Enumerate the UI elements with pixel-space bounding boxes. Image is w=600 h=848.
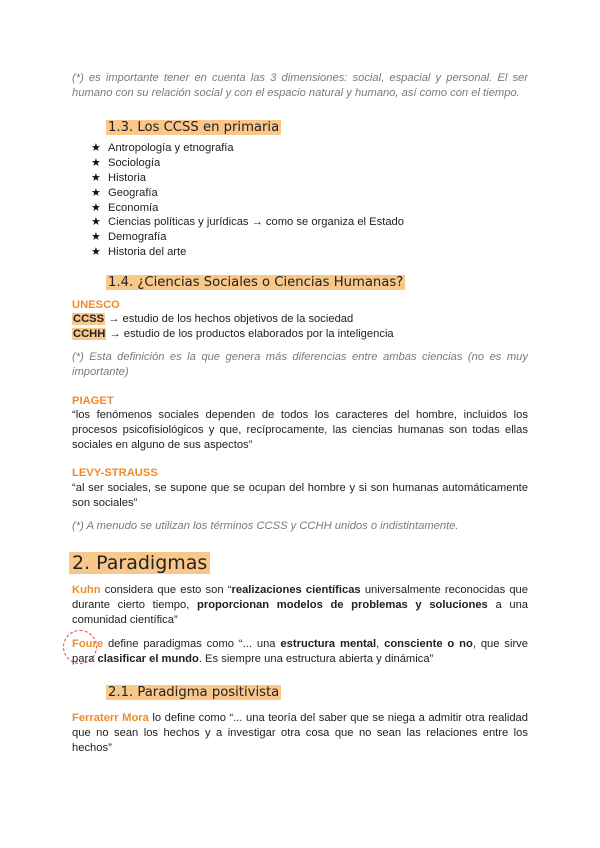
ferraterr-mora-paragraph: Ferraterr Mora lo define como “... una teoría del saber que se niega a admitir otra realidad que no sean los hechos y a investigar otra cosa que no sean las relaciones entre los hechos” bbox=[72, 712, 529, 754]
levi-strauss-quote: “al ser sociales, se supone que se ocupan del hombre y si son humanas automáticamente son sociales” bbox=[72, 482, 528, 509]
section-2-1-heading bbox=[106, 684, 281, 702]
ferraterr-mora-name: Ferraterr Mora bbox=[72, 712, 149, 724]
star-bullet-icon: ★ bbox=[91, 216, 101, 229]
piaget-quote: “los fenómenos sociales dependen de todos los caracteres del hombre, incluidos los procesos psicofisiológicos y que, recíprocamente, las ciencias humanas son todas ellas sociales en alguno de sus aspectos” bbox=[72, 409, 528, 451]
intro-note: (*) es importante tener en cuenta las 3 dimensiones: social, espacial y personal. El ser humano con su relación social y con el espacio natural y humano, así como con el tiempo. bbox=[72, 72, 528, 99]
list-item: ★ Historia del arte bbox=[91, 246, 187, 259]
section-1-4-title: 1.4. ¿Ciencias Sociales o Ciencias Humanas? bbox=[108, 275, 404, 290]
unesco-note: (*) Esta definición es la que genera más diferencias entre ambas ciencias (no es muy importante) bbox=[72, 351, 528, 378]
list-item: ★ Geografía bbox=[91, 186, 158, 199]
kuhn-paragraph: Kuhn considera que esto son “realizaciones científicas universalmente reconocidas que durante cierto tiempo, proporcionan modelos de problemas y soluciones a una comunidad científica” bbox=[72, 584, 529, 626]
ccss-cchh-note: (*) A menudo se utilizan los términos CCSS y CCHH unidos o indistintamente. bbox=[72, 520, 459, 532]
star-bullet-icon: ★ bbox=[91, 246, 101, 259]
ccss-subject-list bbox=[91, 141, 531, 260]
section-2-heading bbox=[69, 551, 210, 575]
section-1-3-title: 1.3. Los CCSS en primaria bbox=[108, 120, 280, 135]
star-bullet-icon: ★ bbox=[91, 231, 101, 244]
ccss-definition: CCSS → estudio de los hechos objetivos de la sociedad bbox=[73, 313, 354, 325]
star-bullet-icon: ★ bbox=[91, 156, 101, 169]
section-2-1-title: 2.1. Paradigma positivista bbox=[108, 685, 280, 700]
list-item: ★ Demografía bbox=[91, 231, 167, 244]
star-bullet-icon: ★ bbox=[91, 201, 101, 214]
list-item: ★ Economía bbox=[91, 201, 159, 214]
foure-name: Foure bbox=[72, 638, 104, 650]
star-bullet-icon: ★ bbox=[91, 171, 101, 184]
ccss-term: CCSS bbox=[73, 313, 105, 325]
unesco-label: UNESCO bbox=[72, 299, 120, 311]
star-bullet-icon: ★ bbox=[91, 186, 101, 199]
star-bullet-icon: ★ bbox=[91, 142, 101, 154]
foure-paragraph: Foure define paradigmas como “... una estructura mental, consciente o no, que sirve para clasificar el mundo. Es siempre una estructura abierta y dinámica” bbox=[72, 638, 528, 665]
section-1-3-heading bbox=[106, 119, 281, 137]
list-item: ★ Historia bbox=[91, 171, 146, 184]
list-item: ★ Antropología y etnografía bbox=[91, 142, 234, 154]
piaget-label: PIAGET bbox=[72, 395, 114, 407]
section-2-title: 2. Paradigmas bbox=[69, 552, 210, 574]
levi-strauss-label: LEVY-STRAUSS bbox=[72, 467, 158, 479]
kuhn-name: Kuhn bbox=[72, 584, 101, 596]
list-item: ★ Sociología bbox=[91, 156, 161, 169]
cchh-term: CCHH bbox=[73, 328, 106, 340]
section-1-4-heading bbox=[106, 274, 405, 292]
cchh-definition: CCHH → estudio de los productos elaborados por la inteligencia bbox=[73, 328, 394, 340]
list-item: ★ Ciencias políticas y jurídicas → como se organiza el Estado bbox=[91, 216, 404, 229]
